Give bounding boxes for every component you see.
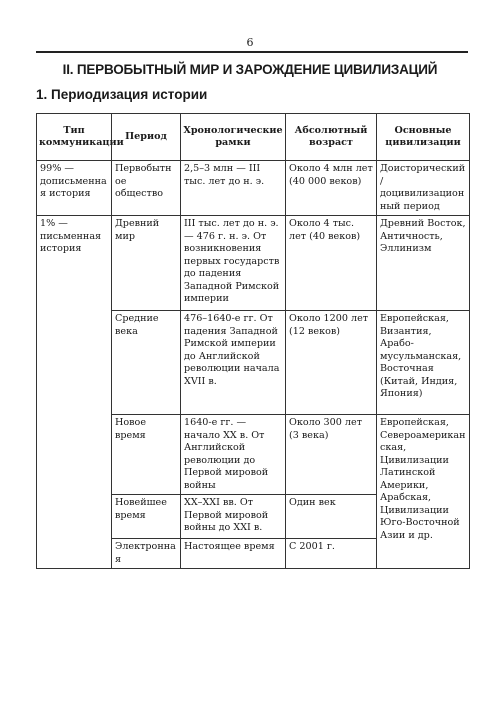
cell-communication-type: 1% — письменная история bbox=[37, 216, 112, 569]
cell-period: Настоящее время bbox=[181, 539, 286, 569]
cell-period: Первобытное общество bbox=[112, 161, 181, 216]
cell-period: Средние века bbox=[112, 311, 181, 415]
cell-period: Новое время bbox=[112, 415, 181, 495]
header-absolute-age: Абсолютный возраст bbox=[286, 114, 377, 161]
cell-chronology: III тыс. лет до н. э. — 476 г. н. э. От возникновения первых государств до падения Западной Римской империи bbox=[181, 216, 286, 311]
cell-absolute-age: Один век bbox=[286, 495, 377, 539]
cell-communication-type: Электронная bbox=[112, 539, 181, 569]
cell-absolute-age: Около 1200 лет (12 веков) bbox=[286, 311, 377, 415]
cell-chronology: XX–XXI вв. От Первой мировой войны до XXI в. bbox=[181, 495, 286, 539]
cell-period: Новейшее время bbox=[112, 495, 181, 539]
cell-chronology: 2,5–3 млн — III тыс. лет до н. э. bbox=[181, 161, 286, 216]
header-period: Период bbox=[112, 114, 181, 161]
cell-period: Древний мир bbox=[112, 216, 181, 311]
cell-absolute-age: Около 4 млн лет (40 000 веков) bbox=[286, 161, 377, 216]
table-row bbox=[37, 161, 470, 216]
table-row bbox=[37, 216, 470, 311]
cell-chronology: С 2001 г. bbox=[286, 539, 377, 569]
section-title: II. ПЕРВОБЫТНЫЙ МИР И ЗАРОЖДЕНИЕ ЦИВИЛИЗАЦИЙ bbox=[62, 62, 438, 77]
header-civilizations: Основные цивилизации bbox=[377, 114, 470, 161]
cell-absolute-age: Около 300 лет (3 века) bbox=[286, 415, 377, 495]
subsection-title: 1. Периодизация истории bbox=[36, 87, 208, 102]
page-number: 6 bbox=[246, 36, 254, 49]
cell-absolute-age: Около 4 тыс. лет (40 веков) bbox=[286, 216, 377, 311]
header-chronology: Хронологические рамки bbox=[181, 114, 286, 161]
cell-civilizations: Доисторический/доцивилизационный период bbox=[377, 161, 470, 216]
cell-civilizations: Европейская, Североамериканская, Цивилизации Латинской Америки, Арабская, Цивилизации Юго-Восточной Азии и др. bbox=[377, 415, 470, 569]
cell-civilizations: Европейская, Византия, Арабо-мусульманская, Восточная (Китай, Индия, Япония) bbox=[377, 311, 470, 415]
header-rule bbox=[36, 51, 468, 53]
periodization-table bbox=[36, 113, 470, 569]
cell-civilizations: Древний Восток, Античность, Эллинизм bbox=[377, 216, 470, 311]
cell-chronology: 476–1640-е гг. От падения Западной Римской империи до Английской революции начала XVII в. bbox=[181, 311, 286, 415]
header-communication-type: Тип коммуникации bbox=[37, 114, 112, 161]
cell-chronology: 1640-е гг. — начало XX в. От Английской революции до Первой мировой войны bbox=[181, 415, 286, 495]
cell-communication-type: 99% — дописьменная история bbox=[37, 161, 112, 216]
table-header-row bbox=[37, 114, 470, 161]
